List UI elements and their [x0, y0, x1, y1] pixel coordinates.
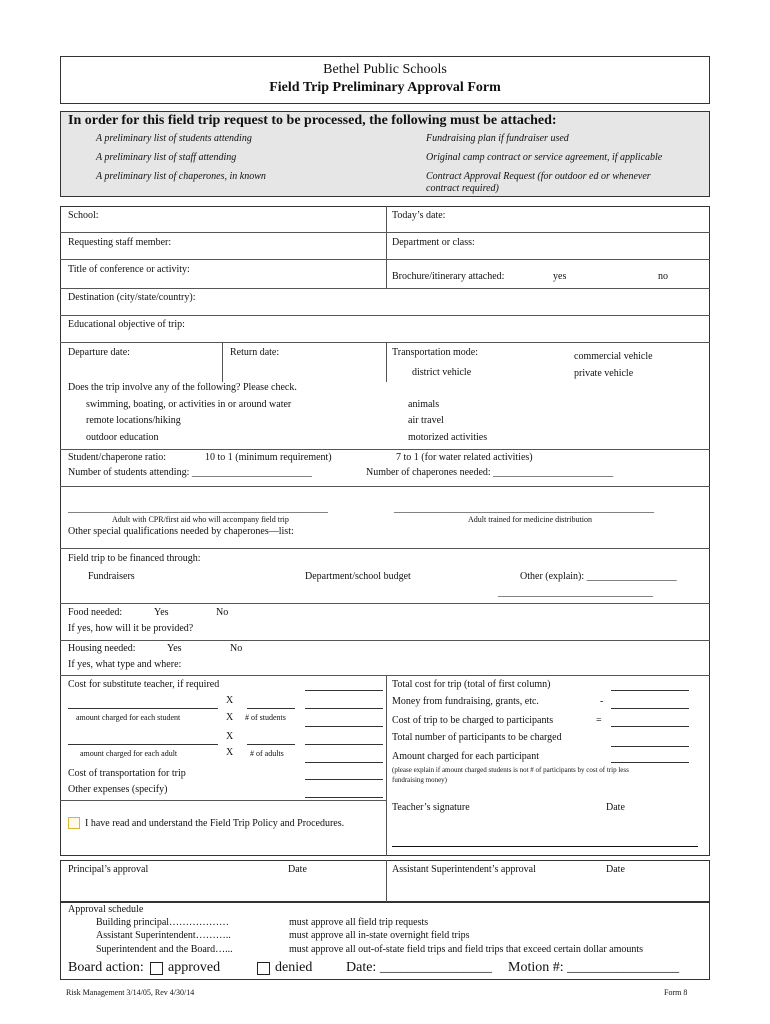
asst-super-date-label[interactable]: Date [606, 864, 625, 875]
row-divider [60, 640, 710, 641]
asst-super-approval-label[interactable]: Assistant Superintendent’s approval [392, 864, 536, 875]
total-participants-field[interactable] [611, 746, 689, 747]
district-name: Bethel Public Schools [323, 62, 447, 77]
principal-date-label[interactable]: Date [288, 864, 307, 875]
money-fundraising-field[interactable] [611, 708, 689, 709]
money-fundraising-label: Money from fundraising, grants, etc. [392, 696, 539, 707]
schedule-title: Approval schedule [68, 904, 144, 915]
col-divider [386, 860, 387, 902]
participants-cost-label: Cost of trip to be charged to participants [392, 715, 554, 726]
adult-amount-field[interactable] [68, 744, 218, 745]
involve-motorized[interactable]: motorized activities [408, 432, 488, 443]
transport-label: Transportation mode: [392, 347, 479, 358]
department-label[interactable]: Department or class: [392, 237, 475, 248]
involve-water[interactable]: swimming, boating, or activities in or around water [86, 399, 292, 410]
row-divider [60, 232, 710, 233]
todays-date-label[interactable]: Today’s date: [392, 210, 446, 221]
explain-note-2: fundraising money) [392, 776, 448, 784]
district-vehicle-option[interactable]: district vehicle [412, 367, 472, 378]
financing-label: Field trip to be financed through: [68, 553, 201, 564]
attach-right-4: contract required) [426, 183, 499, 194]
row-divider [60, 288, 710, 289]
housing-yes[interactable]: Yes [167, 643, 182, 654]
school-label[interactable]: School: [68, 210, 99, 221]
medicine-label: Adult trained for medicine distribution [468, 515, 592, 524]
transport-cost-field[interactable] [305, 779, 383, 780]
row-divider [60, 603, 710, 604]
involve-question: Does the trip involve any of the following? Please check. [68, 382, 297, 393]
row-divider [60, 259, 710, 260]
footer-form-number: Form 8 [664, 988, 688, 997]
num-students-field[interactable] [247, 708, 295, 709]
row-divider [60, 675, 710, 676]
row-divider [60, 800, 386, 801]
attach-right-2: Original camp contract or service agreement, if applicable [426, 152, 663, 163]
other-qualifications-label[interactable]: Other special qualifications needed by chaperones—list: [68, 526, 294, 537]
row-divider [60, 548, 710, 549]
explain-note: (please explain if amount charged students is not # of participants by cost of trip less [392, 766, 629, 774]
ratio-option-7[interactable]: 7 to 1 (for water related activities) [396, 452, 533, 463]
finance-budget[interactable]: Department/school budget [305, 571, 411, 582]
adult-subtotal-field[interactable] [305, 762, 383, 763]
other-expenses-field[interactable] [305, 797, 383, 798]
schedule-what-3: must approve all out-of-state field trips and field trips that exceed certain dollar amounts [289, 944, 644, 955]
students-attending-field[interactable]: Number of students attending: ________________________ [68, 467, 312, 478]
cpr-label: Adult with CPR/first aid who will accompany field trip [112, 515, 289, 524]
amount-each-field[interactable] [611, 762, 689, 763]
food-no[interactable]: No [216, 607, 229, 618]
conference-title-label[interactable]: Title of conference or activity: [68, 264, 190, 275]
amount-adult-label: amount charged for each adult [80, 749, 178, 758]
participants-cost-field[interactable] [611, 726, 689, 727]
involve-outdoor[interactable]: outdoor education [86, 432, 159, 443]
minus-symbol: - [600, 696, 604, 707]
multiply-symbol: X [226, 731, 234, 742]
commercial-vehicle-option[interactable]: commercial vehicle [574, 351, 653, 362]
multiply-symbol: X [226, 695, 234, 706]
departure-date-label[interactable]: Departure date: [68, 347, 130, 358]
col-divider [386, 675, 387, 856]
food-how-field[interactable]: If yes, how will it be provided? [68, 623, 194, 634]
brochure-label: Brochure/itinerary attached: [392, 271, 505, 282]
transport-cost-label: Cost of transportation for trip [68, 768, 186, 779]
student-amount-field[interactable] [68, 708, 218, 709]
footer-revision: Risk Management 3/14/05, Rev 4/30/14 [66, 988, 195, 997]
adult-total-field[interactable] [305, 744, 383, 745]
chaperones-needed-field[interactable]: Number of chaperones needed: ________________________ [366, 467, 614, 478]
denied-checkbox[interactable] [257, 962, 270, 975]
col-divider [222, 342, 223, 382]
num-adults-label: # of adults [250, 749, 284, 758]
teacher-signature-label: Teacher’s signature [392, 802, 470, 813]
equals-symbol: = [596, 715, 602, 726]
involve-animals[interactable]: animals [408, 399, 440, 410]
form-title: Field Trip Preliminary Approval Form [269, 80, 501, 95]
schedule-who-3: Superintendent and the Board…... [96, 944, 233, 955]
housing-label: Housing needed: [68, 643, 136, 654]
return-date-label[interactable]: Return date: [230, 347, 280, 358]
board-action-label: Board action: [68, 960, 144, 975]
policy-acknowledgement: I have read and understand the Field Trip Policy and Procedures. [85, 818, 345, 829]
brochure-yes[interactable]: yes [553, 271, 567, 282]
medicine-signature-line[interactable]: ____________________________________________________ [394, 503, 654, 514]
schedule-who-2: Assistant Superintendent……….. [96, 930, 231, 941]
principal-approval-label[interactable]: Principal’s approval [68, 864, 149, 875]
attach-right-1: Fundraising plan if fundraiser used [426, 133, 569, 144]
housing-no[interactable]: No [230, 643, 243, 654]
ratio-option-10[interactable]: 10 to 1 (minimum requirement) [205, 452, 332, 463]
schedule-what-2: must approve all in-state overnight field trips [289, 930, 470, 941]
row-divider [60, 486, 710, 487]
multiply-symbol: X [226, 747, 234, 758]
schedule-what-1: must approve all field trip requests [289, 917, 429, 928]
brochure-no[interactable]: no [658, 271, 668, 282]
motion-number-field[interactable]: Motion #: ________________ [508, 960, 680, 975]
private-vehicle-option[interactable]: private vehicle [574, 368, 634, 379]
attach-left-2: A preliminary list of staff attending [96, 152, 237, 163]
amount-student-label: amount charged for each student [76, 713, 181, 722]
teacher-signature-field[interactable] [392, 846, 698, 847]
row-divider [60, 342, 710, 343]
student-total-field[interactable] [305, 708, 383, 709]
destination-label[interactable]: Destination (city/state/country): [68, 292, 196, 303]
attach-left-1: A preliminary list of students attending [96, 133, 252, 144]
substitute-cost-field[interactable] [305, 690, 383, 691]
involve-remote[interactable]: remote locations/hiking [86, 415, 181, 426]
cpr-signature-line[interactable]: ____________________________________________________ [68, 503, 328, 514]
attachments-heading: In order for this field trip request to be processed, the following must be attached: [68, 113, 557, 128]
finance-other[interactable]: Other (explain): __________________ [520, 571, 677, 582]
approved-checkbox[interactable] [150, 962, 163, 975]
board-date-field[interactable]: Date: ________________ [346, 960, 492, 975]
involve-air[interactable]: air travel [408, 415, 444, 426]
col-divider [386, 206, 387, 288]
finance-fundraisers[interactable]: Fundraisers [88, 571, 135, 582]
total-participants-label: Total number of participants to be charged [392, 732, 562, 743]
approved-label: approved [168, 960, 221, 975]
num-adults-field[interactable] [247, 744, 295, 745]
objective-label[interactable]: Educational objective of trip: [68, 319, 185, 330]
policy-checkbox[interactable] [68, 817, 80, 829]
substitute-cost-label: Cost for substitute teacher, if required [68, 679, 220, 690]
row-divider [60, 315, 710, 316]
student-subtotal-field[interactable] [305, 726, 383, 727]
row-divider [60, 449, 710, 450]
finance-other-line[interactable]: _______________________________ [498, 587, 653, 598]
num-students-label: # of students [245, 713, 286, 722]
ratio-label: Student/chaperone ratio: [68, 452, 167, 463]
col-divider [386, 342, 387, 382]
attach-right-3: Contract Approval Request (for outdoor ed or whenever [426, 171, 651, 182]
denied-label: denied [275, 960, 313, 975]
food-label: Food needed: [68, 607, 123, 618]
food-yes[interactable]: Yes [154, 607, 169, 618]
attach-left-3: A preliminary list of chaperones, in known [96, 171, 266, 182]
housing-what-field[interactable]: If yes, what type and where: [68, 659, 182, 670]
multiply-symbol: X [226, 712, 234, 723]
amount-each-label: Amount charged for each participant [392, 751, 539, 762]
schedule-who-1: Building principal……………… [96, 917, 230, 928]
total-cost-field[interactable] [611, 690, 689, 691]
staff-member-label[interactable]: Requesting staff member: [68, 237, 172, 248]
teacher-date-label: Date [606, 802, 625, 813]
total-cost-label: Total cost for trip (total of first column) [392, 679, 551, 690]
other-expenses-label: Other expenses (specify) [68, 784, 168, 795]
